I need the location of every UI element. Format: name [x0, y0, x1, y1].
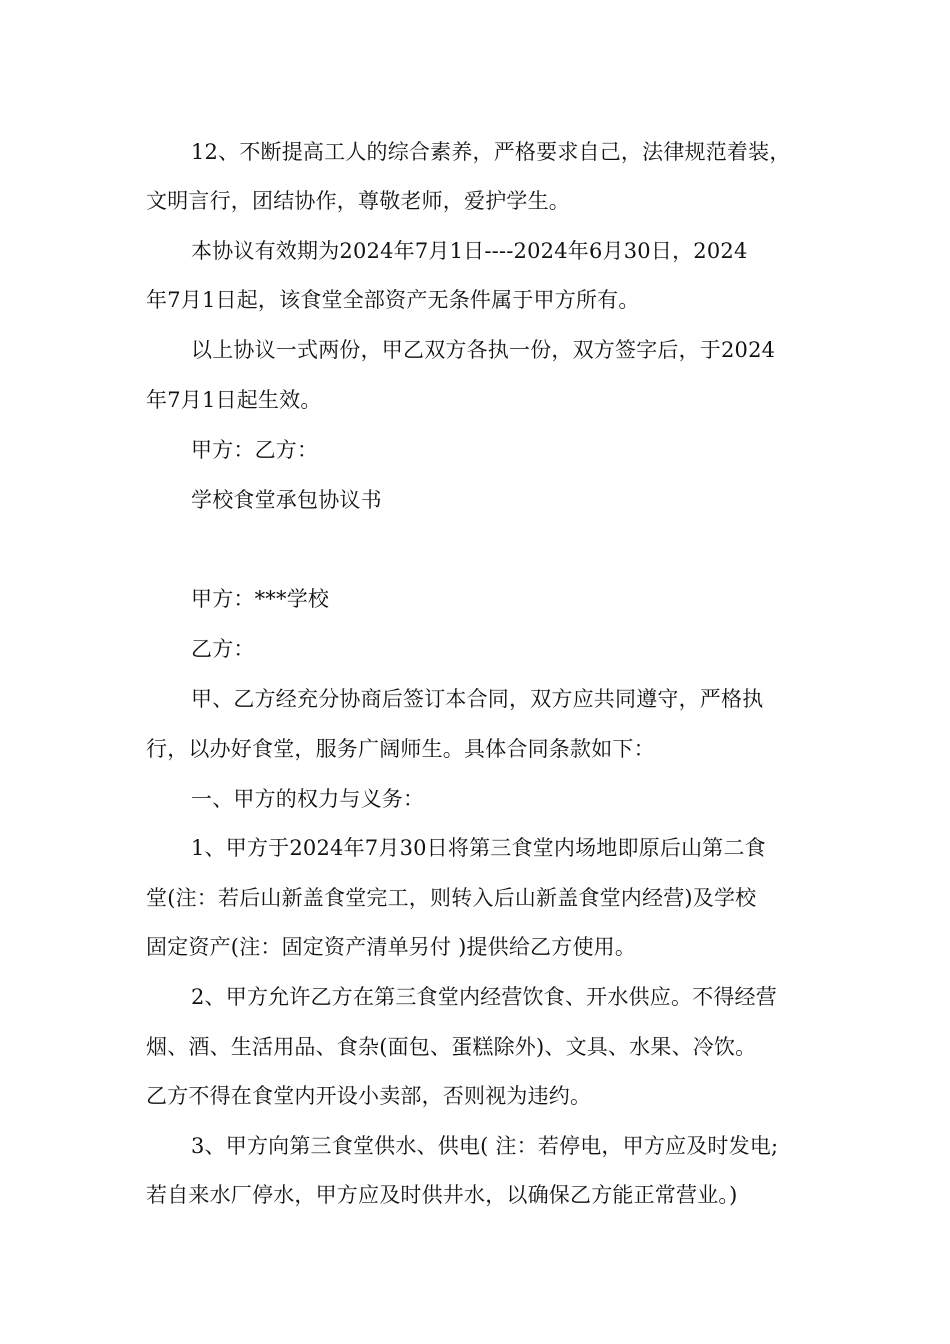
party-b-line: 乙方： [191, 637, 255, 661]
paragraph-line: 甲、乙方经充分协商后签订本合同，双方应共同遵守，严格执 [191, 687, 764, 711]
paragraph-line: 堂(注：若后山新盖食堂完工，则转入后山新盖食堂内经营)及学校 [146, 886, 757, 910]
paragraph-line: 1、甲方于2024年7月30日将第三食堂内场地即原后山第二食 [191, 836, 766, 860]
paragraph-line: 乙方不得在食堂内开设小卖部，否则视为违约。 [146, 1084, 592, 1108]
paragraph-line: 12、不断提高工人的综合素养，严格要求自己，法律规范着装， [191, 140, 791, 164]
party-a-line: 甲方：***学校 [191, 587, 330, 611]
section-heading: 一、甲方的权力与义务： [191, 787, 425, 811]
paragraph-line: 若自来水厂停水，甲方应及时供井水，以确保乙方能正常营业。) [146, 1183, 738, 1207]
paragraph-line: 烟、酒、生活用品、食杂(面包、蛋糕除外)、文具、水果、冷饮。 [146, 1035, 757, 1059]
paragraph-line: 年7月1日起生效。 [146, 388, 322, 412]
paragraph-line: 文明言行，团结协作，尊敬老师，爱护学生。 [146, 189, 570, 213]
paragraph-line: 2、甲方允许乙方在第三食堂内经营饮食、开水供应。不得经营 [191, 985, 777, 1009]
paragraph-line: 固定资产(注：固定资产清单另付 )提供给乙方使用。 [146, 935, 637, 959]
paragraph-line: 3、甲方向第三食堂供水、供电( 注：若停电，甲方应及时发电; [191, 1134, 779, 1158]
signature-line: 甲方：乙方： [191, 438, 319, 462]
paragraph-line: 本协议有效期为2024年7月1日----2024年6月30日，2024 [191, 239, 748, 263]
paragraph-line: 年7月1日起，该食堂全部资产无条件属于甲方所有。 [146, 288, 640, 312]
paragraph-line: 以上协议一式两份，甲乙双方各执一份，双方签字后，于2024 [191, 338, 776, 362]
document-title: 学校食堂承包协议书 [191, 488, 382, 512]
paragraph-line: 行，以办好食堂，服务广阔师生。具体合同条款如下： [146, 737, 655, 761]
